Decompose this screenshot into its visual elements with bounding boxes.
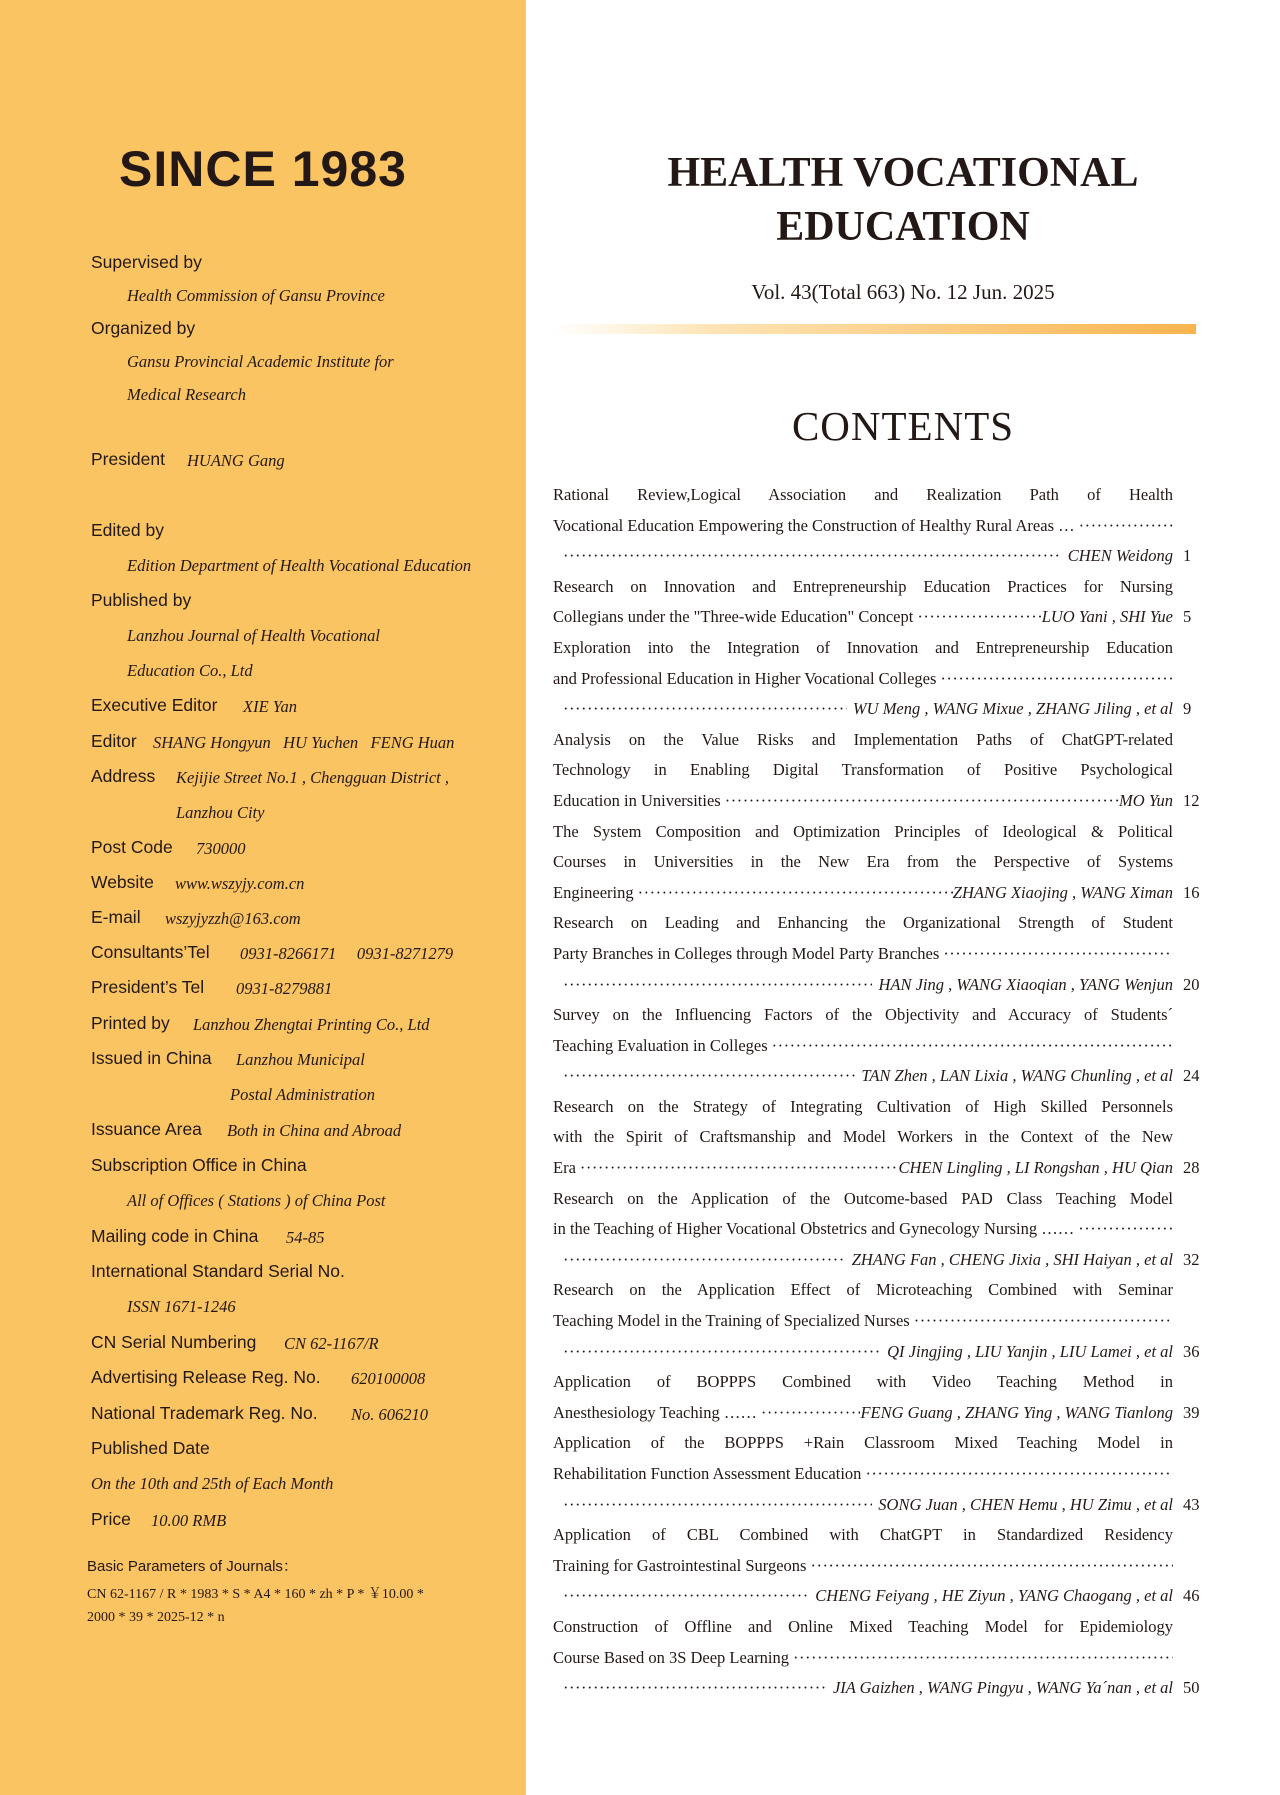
edited-label: Edited by (91, 520, 164, 540)
executive-editor-label: Executive Editor (91, 695, 218, 715)
toc-entry[interactable] (553, 633, 1192, 725)
toc-author-row (553, 541, 1192, 572)
toc-title-line-with-leader (553, 1643, 1173, 1674)
contents-heading: CONTENTS (791, 403, 1015, 449)
toc-page-number: 1 (1183, 546, 1192, 566)
journal-title-line-1: HEALTH VOCATIONAL (667, 150, 1139, 196)
address-label: Address (91, 766, 156, 786)
toc-authors: ZHANG Xiaojing , WANG Ximan (952, 882, 1173, 902)
since-heading: SINCE 1983 (119, 141, 407, 197)
toc-author-row (553, 1490, 1200, 1521)
toc-authors: FENG Guang , ZHANG Ying , WANG Tianlong (860, 1402, 1173, 1422)
toc-title-line: Collegians under the "Three-wide Education" Concept (553, 607, 914, 627)
toc-entry[interactable] (553, 725, 1200, 817)
edited-value: Edition Department of Health Vocational Education (127, 556, 472, 575)
president-value: HUANG Gang (187, 451, 285, 470)
toc-title-line: Course Based on 3S Deep Learning (553, 1647, 789, 1667)
cn-value: CN 62-1167/R (284, 1334, 379, 1353)
price-value: 10.00 RMB (151, 1511, 227, 1530)
journal-title-line-2: EDUCATION (776, 204, 1030, 250)
toc-entry[interactable] (553, 1275, 1200, 1367)
organized-value-1: Gansu Provincial Academic Institute for (127, 352, 394, 371)
advert-value: 620100008 (351, 1369, 426, 1388)
toc-authors: JIA Gaizhen , WANG Pingyu , WANG Ya´nan , et al (832, 1678, 1173, 1698)
president-tel-label: President’s Tel (91, 977, 205, 997)
toc-title-line: Anesthesiology Teaching …… (553, 1402, 757, 1422)
mailing-value: 54-85 (286, 1228, 325, 1247)
toc-page-number: 28 (1183, 1158, 1200, 1178)
editor-label: Editor (91, 731, 137, 751)
dot-leader (563, 1581, 809, 1612)
basic-parameters-value-2: 2000 * 39 * 2025-12 * n (87, 1610, 225, 1625)
toc-page-number: 12 (1183, 790, 1200, 810)
toc-entry[interactable] (553, 817, 1200, 909)
toc-title-line: Era (553, 1158, 576, 1178)
email-label: E-mail (91, 907, 141, 927)
issued-value-1: Lanzhou Municipal (236, 1050, 365, 1069)
contents-panel (526, 0, 1280, 1795)
dot-leader (638, 878, 953, 909)
president-tel-value: 0931-8279881 (236, 979, 333, 998)
address-value-2: Lanzhou City (176, 803, 265, 822)
executive-editor-value: XIE Yan (243, 697, 297, 716)
published-label: Published by (91, 590, 192, 610)
toc-author-row (553, 1581, 1200, 1612)
dot-leader (943, 939, 1173, 970)
toc-entry[interactable] (553, 1092, 1200, 1184)
toc-title-line: Teaching Evaluation in Colleges (553, 1035, 768, 1055)
dot-leader (563, 1673, 827, 1704)
dot-leader (793, 1643, 1173, 1674)
toc-author-row (553, 1245, 1200, 1276)
toc-title-line: Rehabilitation Function Assessment Education (553, 1464, 862, 1483)
dot-leader (1078, 1214, 1173, 1245)
subscription-label: Subscription Office in China (91, 1155, 307, 1175)
toc-page-number: 50 (1183, 1678, 1200, 1698)
toc-page-number: 5 (1183, 607, 1192, 627)
toc-authors: HAN Jing , WANG Xiaoqian , YANG Wenjun (878, 974, 1173, 994)
toc-title-author-row (553, 1398, 1200, 1429)
toc-title-line-with-leader (553, 1214, 1173, 1245)
toc-title-line-with-leader (553, 1306, 1173, 1337)
toc-title-line-with-leader (553, 1551, 1173, 1582)
dot-leader (1079, 511, 1173, 542)
cn-label: CN Serial Numbering (91, 1332, 257, 1352)
toc-author-row (553, 1061, 1200, 1092)
dot-leader (940, 664, 1173, 695)
dot-leader (914, 1306, 1173, 1337)
toc-authors: WU Meng , WANG Mixue , ZHANG Jiling , et al (852, 699, 1173, 719)
mailing-label: Mailing code in China (91, 1226, 259, 1246)
supervised-label: Supervised by (91, 252, 202, 272)
advert-label: Advertising Release Reg. No. (91, 1367, 321, 1387)
toc-entry[interactable] (553, 1367, 1200, 1428)
toc-entry[interactable] (553, 1000, 1200, 1092)
decorative-gradient-bar (552, 324, 1196, 334)
toc-entry[interactable] (553, 572, 1192, 633)
toc-title-line-with-leader (553, 1459, 1173, 1490)
toc-title-line: Research on Innovation and Entrepreneurship Education Practices for Nursing (553, 576, 1173, 596)
dot-leader (865, 1459, 1173, 1490)
issuance-value: Both in China and Abroad (227, 1121, 402, 1140)
toc-title-line: Research on the Strategy of Integrating Cultivation of High Skilled Personnels (553, 1096, 1173, 1116)
toc-title-line: Survey on the Influencing Factors of the Objectivity and Accuracy of Students´ (553, 1005, 1173, 1025)
subscription-value: All of Offices ( Stations ) of China Post (127, 1191, 386, 1210)
masthead-panel (0, 0, 526, 1795)
toc-title-line: Research on the Application of the Outcome-based PAD Class Teaching Model (553, 1188, 1173, 1208)
toc-author-row (553, 1673, 1200, 1704)
printed-label: Printed by (91, 1013, 170, 1033)
toc-title-line: Analysis on the Value Risks and Implementation Paths of ChatGPT-related (553, 729, 1173, 749)
table-of-contents (553, 480, 1200, 1704)
organized-value-2: Medical Research (127, 385, 246, 404)
toc-entry[interactable] (553, 908, 1200, 1000)
dot-leader (725, 786, 1119, 817)
toc-page-number: 24 (1183, 1066, 1200, 1086)
toc-author-row (553, 694, 1192, 725)
dot-leader (580, 1153, 899, 1184)
email-value: wszyjyzzh@163.com (165, 909, 301, 928)
toc-author-row (553, 1337, 1200, 1368)
issued-label: Issued in China (91, 1048, 212, 1068)
toc-title-line-with-leader (553, 939, 1173, 970)
toc-page-number: 20 (1183, 974, 1200, 994)
toc-authors: MO Yun (1119, 790, 1173, 810)
toc-authors: TAN Zhen , LAN Lixia , WANG Chunling , et al (861, 1066, 1173, 1086)
dot-leader (563, 1061, 855, 1092)
toc-title-line: and Professional Education in Higher Vocational Colleges (553, 668, 937, 688)
dot-leader (563, 541, 1062, 572)
dot-leader (563, 970, 872, 1001)
published-value-2: Education Co., Ltd (127, 661, 253, 680)
toc-page-number: 32 (1183, 1249, 1200, 1269)
published-value-1: Lanzhou Journal of Health Vocational (127, 626, 380, 645)
toc-title-line: Vocational Education Empowering the Construction of Healthy Rural Areas … (553, 515, 1075, 535)
toc-authors: SONG Juan , CHEN Hemu , HU Zimu , et al (878, 1494, 1173, 1514)
toc-title-line: Training for Gastrointestinal Surgeons (553, 1555, 807, 1575)
website-value: www.wszyjy.com.cn (175, 874, 305, 893)
toc-title-line: Application of the BOPPPS +Rain Classroom Mixed Teaching Model in (553, 1433, 1173, 1453)
toc-title-line-with-leader (553, 664, 1173, 695)
toc-title-line: Teaching Model in the Training of Specialized Nurses (553, 1311, 910, 1331)
dot-leader (563, 694, 847, 725)
toc-authors: CHENG Feiyang , HE Ziyun , YANG Chaogang , et al (815, 1586, 1173, 1606)
toc-title-line: Courses in Universities in the New Era from the Perspective of Systems (553, 852, 1173, 872)
toc-page-number: 9 (1183, 699, 1192, 719)
toc-entry[interactable] (553, 1428, 1200, 1520)
dot-leader (563, 1337, 881, 1368)
toc-title-author-row (553, 1153, 1200, 1184)
organized-label: Organized by (91, 318, 196, 338)
toc-title-line: Research on the Application Effect of Microteaching Combined with Seminar (553, 1280, 1173, 1300)
journal-title (526, 146, 1280, 254)
editor-value: SHANG Hongyun HU Yuchen FENG Huan (153, 733, 455, 752)
toc-entry[interactable] (553, 480, 1192, 572)
dot-leader (917, 602, 1041, 633)
toc-page-number: 36 (1183, 1341, 1200, 1361)
printed-value: Lanzhou Zhengtai Printing Co., Ltd (193, 1015, 430, 1034)
dot-leader (563, 1245, 846, 1276)
toc-title-author-row (553, 602, 1192, 633)
issuance-label: Issuance Area (91, 1119, 202, 1139)
toc-authors: CHEN Weidong (1067, 546, 1173, 566)
toc-title-author-row (553, 786, 1200, 817)
toc-title-line-with-leader (553, 511, 1173, 542)
toc-entry[interactable] (553, 1184, 1200, 1276)
toc-authors: CHEN Lingling , LI Rongshan , HU Qian (898, 1158, 1173, 1178)
dot-leader (810, 1551, 1173, 1582)
issn-label: International Standard Serial No. (91, 1261, 345, 1281)
pubdate-value: On the 10th and 25th of Each Month (91, 1474, 334, 1493)
toc-title-line: in the Teaching of Higher Vocational Obstetrics and Gynecology Nursing …… (553, 1219, 1075, 1239)
dot-leader (761, 1398, 861, 1429)
toc-title-line: Application of CBL Combined with ChatGPT in Standardized Residency (553, 1525, 1173, 1545)
toc-title-line: The System Composition and Optimization Principles of Ideological & Political (553, 821, 1173, 841)
website-label: Website (91, 872, 154, 892)
issn-value: ISSN 1671-1246 (127, 1297, 236, 1316)
address-value-1: Kejijie Street No.1 , Chengguan District , (176, 768, 449, 787)
toc-page-number: 39 (1183, 1402, 1200, 1422)
toc-authors: LUO Yani , SHI Yue (1041, 607, 1173, 627)
toc-title-line: Research on Leading and Enhancing the Organizational Strength of Student (553, 913, 1173, 933)
postcode-value: 730000 (196, 839, 246, 858)
basic-parameters-label: Basic Parameters of Journals： (87, 1558, 298, 1575)
dot-leader (563, 1490, 872, 1521)
toc-title-line-with-leader (553, 1031, 1173, 1062)
supervised-value: Health Commission of Gansu Province (127, 286, 385, 305)
toc-page-number: 16 (1183, 882, 1200, 902)
toc-title-line: Application of BOPPPS Combined with Video Teaching Method in (553, 1372, 1173, 1392)
consultants-tel-label: Consultants’Tel (91, 942, 210, 962)
trademark-label: National Trademark Reg. No. (91, 1403, 318, 1423)
toc-title-line: with the Spirit of Craftsmanship and Model Workers in the Context of the New (553, 1127, 1173, 1147)
toc-page-number: 43 (1183, 1494, 1200, 1514)
toc-title-line: Engineering (553, 882, 634, 902)
postcode-label: Post Code (91, 837, 173, 857)
toc-authors: ZHANG Fan , CHENG Jixia , SHI Haiyan , et al (851, 1249, 1173, 1269)
toc-title-line: Rational Review,Logical Association and Realization Path of Health (553, 485, 1173, 504)
pubdate-label: Published Date (91, 1438, 210, 1458)
price-label: Price (91, 1509, 131, 1529)
toc-title-line: Technology in Enabling Digital Transformation of Positive Psychological (553, 760, 1173, 780)
trademark-value: No. 606210 (351, 1405, 429, 1424)
toc-title-line: Education in Universities (553, 790, 721, 810)
consultants-tel-value: 0931-8266171 0931-8271279 (240, 944, 454, 963)
toc-author-row (553, 970, 1200, 1001)
toc-entry[interactable] (553, 1612, 1200, 1704)
toc-title-line: Party Branches in Colleges through Model Party Branches (553, 943, 940, 963)
toc-title-line: Construction of Offline and Online Mixed Teaching Model for Epidemiology (553, 1616, 1173, 1636)
president-label: President (91, 449, 165, 469)
toc-authors: QI Jingjing , LIU Yanjin , LIU Lamei , et al (887, 1341, 1173, 1361)
volume-info: Vol. 43(Total 663) No. 12 Jun. 2025 (751, 280, 1055, 304)
toc-entry[interactable] (553, 1520, 1200, 1612)
dot-leader (772, 1031, 1173, 1062)
toc-page-number: 46 (1183, 1586, 1200, 1606)
toc-title-line: Exploration into the Integration of Innovation and Entrepreneurship Education (553, 637, 1173, 657)
toc-title-author-row (553, 878, 1200, 909)
basic-parameters-value-1: CN 62-1167 / R * 1983 * S * A4 * 160 * zh * P * ￥10.00 * (87, 1587, 424, 1602)
issued-value-2: Postal Administration (230, 1085, 376, 1104)
